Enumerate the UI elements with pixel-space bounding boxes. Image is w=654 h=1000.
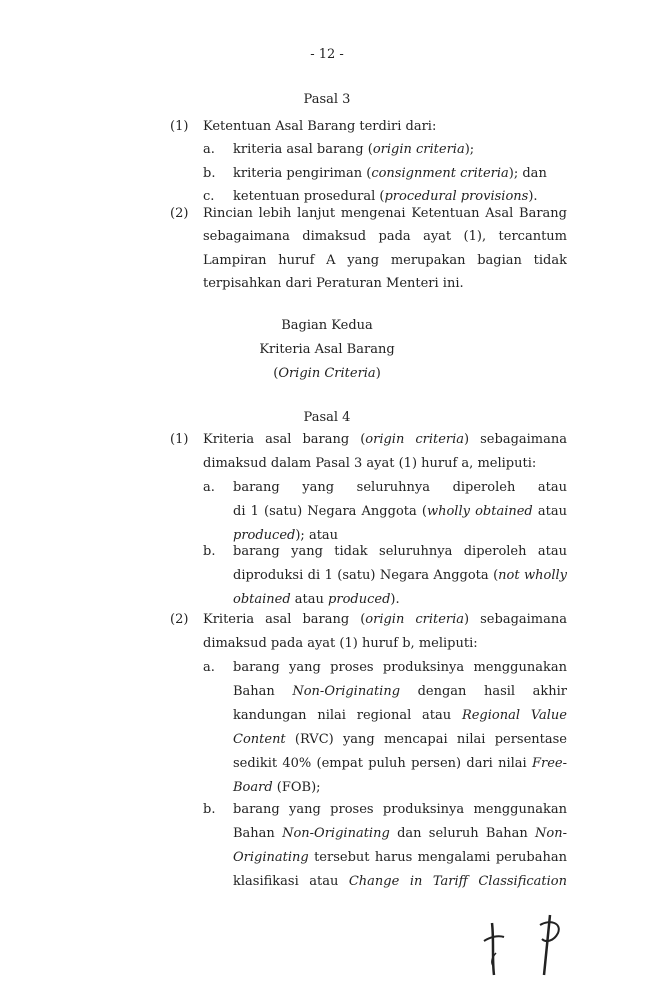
heading-line <box>0 316 654 336</box>
text-line <box>203 227 567 247</box>
list-marker: (1) <box>170 119 189 134</box>
text-line <box>233 502 567 522</box>
text-segment: dimaksud dalam Pasal 3 ayat (1) huruf a, meliputi: <box>203 456 537 471</box>
text-segment: ). <box>390 592 400 607</box>
text-line <box>233 658 567 678</box>
text-segment: Bahan <box>233 684 293 699</box>
text-segment: barang yang seluruhnya diperoleh atau <box>233 480 567 495</box>
text-segment: dengan hasil akhir <box>417 684 567 699</box>
text-line <box>233 478 567 498</box>
list-marker: (1) <box>170 432 189 447</box>
text-line <box>233 800 567 820</box>
text-segment: atau <box>532 504 567 519</box>
text-segment: (FOB); <box>272 780 321 795</box>
text-segment: Kriteria asal barang ( <box>203 612 366 627</box>
text-line <box>203 610 567 630</box>
italic-term: produced <box>328 592 391 607</box>
text-segment: terpisahkan dari Peraturan Menteri ini. <box>203 276 464 291</box>
text-segment: Lampiran huruf A yang merupakan bagian tidak <box>203 253 567 268</box>
text-segment: Bagian Kedua <box>281 318 373 333</box>
text-segment: kriteria asal barang ( <box>233 142 373 157</box>
italic-term: origin criteria <box>365 432 465 447</box>
italic-term: produced <box>233 528 296 543</box>
list-marker: (2) <box>170 612 189 627</box>
text-line <box>203 274 464 294</box>
heading-line <box>0 90 654 110</box>
italic-term: consignment criteria <box>371 166 509 181</box>
text-segment: barang yang tidak seluruhnya diperoleh atau <box>233 544 567 559</box>
italic-term: origin criteria <box>365 612 465 627</box>
text-segment: ); dan <box>508 166 547 181</box>
italic-term: origin criteria <box>372 142 465 157</box>
text-segment: kandungan nilai regional atau <box>233 708 462 723</box>
text-segment: (RVC) yang mencapai nilai persentase <box>294 732 567 747</box>
paraf-signature <box>470 905 570 980</box>
italic-term: Non-Originating <box>292 684 401 699</box>
text-segment: ) sebagaimana <box>464 432 567 447</box>
heading-line <box>0 364 654 384</box>
text-segment: Kriteria asal barang ( <box>203 432 366 447</box>
heading-line <box>0 340 654 360</box>
heading-line <box>0 408 654 428</box>
text-segment: ). <box>528 189 538 204</box>
text-segment: dimaksud pada ayat (1) huruf b, meliputi: <box>203 636 478 651</box>
text-line <box>233 754 567 774</box>
text-segment: ); <box>464 142 475 157</box>
text-segment: barang yang proses produksinya menggunakan <box>233 802 567 817</box>
text-segment: diproduksi di 1 (satu) Negara Anggota ( <box>233 568 499 583</box>
italic-term: procedural provisions <box>384 189 529 204</box>
page-number: - 12 - <box>310 47 344 62</box>
text-line <box>233 730 567 750</box>
text-line <box>233 590 400 610</box>
text-line <box>233 542 567 562</box>
text-line <box>233 872 567 892</box>
text-segment: sebagaimana dimaksud pada ayat (1), tercantum <box>203 229 567 244</box>
text-segment: ( <box>273 366 279 381</box>
text-segment: Kriteria Asal Barang <box>259 342 395 357</box>
text-segment: klasifikasi atau <box>233 874 349 889</box>
text-line <box>233 566 567 586</box>
list-marker: b. <box>203 544 216 559</box>
text-segment: ); atau <box>295 528 339 543</box>
text-line <box>203 430 567 450</box>
text-line <box>233 824 567 844</box>
text-line <box>233 778 321 798</box>
text-line <box>203 204 567 224</box>
italic-term: Origin Criteria <box>278 366 376 381</box>
list-marker: b. <box>203 166 216 181</box>
list-marker: (2) <box>170 206 189 221</box>
italic-term: Change in Tariff Classification <box>348 874 567 889</box>
text-segment: tersebut harus mengalami perubahan <box>308 850 567 865</box>
text-line <box>203 634 478 654</box>
text-segment: Pasal 3 <box>303 92 351 107</box>
text-segment: dan seluruh Bahan <box>389 826 536 841</box>
text-segment: Rincian lebih lanjut mengenai Ketentuan Asal Barang <box>203 206 567 221</box>
italic-term: wholly obtained <box>426 504 533 519</box>
list-marker: a. <box>203 142 215 157</box>
italic-term: Non-Originating <box>282 826 390 841</box>
list-marker: a. <box>203 660 215 675</box>
text-line <box>233 164 547 184</box>
text-segment: kriteria pengiriman ( <box>233 166 372 181</box>
text-segment: barang yang proses produksinya menggunakan <box>233 660 567 675</box>
text-segment: Ketentuan Asal Barang terdiri dari: <box>203 119 437 134</box>
text-line <box>203 251 567 271</box>
text-segment: Bahan <box>233 826 283 841</box>
italic-term: Regional Value <box>461 708 567 723</box>
italic-term: Content <box>233 732 286 747</box>
text-segment: ) <box>375 366 381 381</box>
text-line <box>203 454 536 474</box>
list-marker: a. <box>203 480 215 495</box>
text-line <box>233 140 474 160</box>
text-segment: ) sebagaimana <box>464 612 567 627</box>
italic-term: Non- <box>535 826 567 841</box>
italic-term: not wholly <box>498 568 567 583</box>
italic-term: Free- <box>531 756 567 771</box>
list-marker: b. <box>203 802 216 817</box>
text-segment: atau <box>290 592 329 607</box>
italic-term: obtained <box>233 592 291 607</box>
text-line <box>233 682 567 702</box>
text-segment: Pasal 4 <box>303 410 351 425</box>
italic-term: Originating <box>233 850 309 865</box>
text-segment: ketentuan prosedural ( <box>233 189 385 204</box>
text-line <box>233 848 567 868</box>
italic-term: Board <box>233 780 273 795</box>
text-line <box>203 117 436 137</box>
list-marker: c. <box>203 189 215 204</box>
text-segment: di 1 (satu) Negara Anggota ( <box>233 504 427 519</box>
text-line <box>233 706 567 726</box>
text-segment: sedikit 40% (empat puluh persen) dari nilai <box>233 756 532 771</box>
